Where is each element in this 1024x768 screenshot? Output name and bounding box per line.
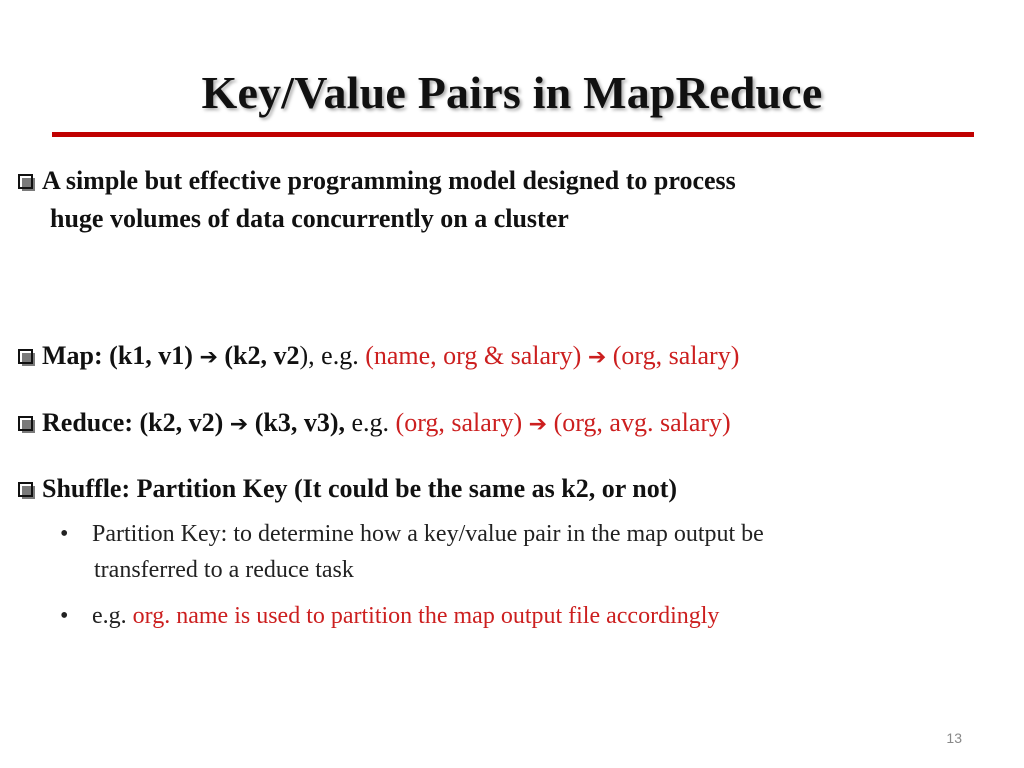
right-arrow-icon: ➔	[528, 412, 548, 437]
right-arrow-icon: ➔	[199, 345, 218, 370]
reduce-eg: e.g.	[344, 408, 396, 437]
checkbox-bullet-icon	[18, 349, 33, 364]
shuffle-label: Shuffle: Partition Key (It could be the same as k2, or not)	[42, 474, 678, 503]
bullet-intro	[18, 162, 998, 238]
reduce-example-input: (org, salary)	[395, 408, 529, 437]
slide-title: Key/Value Pairs in MapReduce	[201, 67, 823, 118]
bullet-dot: •	[60, 603, 69, 629]
bullet-map	[18, 337, 998, 377]
right-arrow-icon: ➔	[229, 412, 249, 437]
page-number: 13	[946, 730, 962, 746]
reduce-out: (k3, v3),	[248, 408, 345, 437]
intro-line1: A simple but effective programming model designed to process	[42, 166, 736, 195]
bullet-reduce	[18, 404, 998, 444]
sub-bullet-example	[60, 598, 960, 634]
map-example-input: (name, org & salary)	[365, 341, 588, 370]
sub2-red-text: org. name is used to partition the map output file accordingly	[132, 603, 720, 629]
title-underline	[52, 132, 974, 137]
sub-bullet-partition-key	[60, 516, 960, 588]
checkbox-bullet-icon	[18, 482, 33, 497]
map-example-output: (org, salary)	[606, 341, 740, 370]
map-label: Map: (k1, v1)	[42, 341, 200, 370]
reduce-example-output: (org, avg. salary)	[547, 408, 731, 437]
sub1-line1: Partition Key: to determine how a key/value pair in the map output be	[92, 521, 764, 547]
map-close: ), e.g.	[299, 341, 366, 370]
intro-line2: huge volumes of data concurrently on a cluster	[50, 204, 569, 233]
reduce-label: Reduce: (k2, v2)	[42, 408, 230, 437]
bullet-dot: •	[60, 521, 69, 547]
sub2-prefix: e.g.	[92, 603, 133, 629]
bullet-shuffle	[18, 470, 998, 508]
right-arrow-icon: ➔	[587, 345, 607, 370]
map-out: (k2, v2	[217, 341, 300, 370]
checkbox-bullet-icon	[18, 174, 33, 189]
sub1-line2: transferred to a reduce task	[94, 557, 354, 583]
checkbox-bullet-icon	[18, 416, 33, 431]
